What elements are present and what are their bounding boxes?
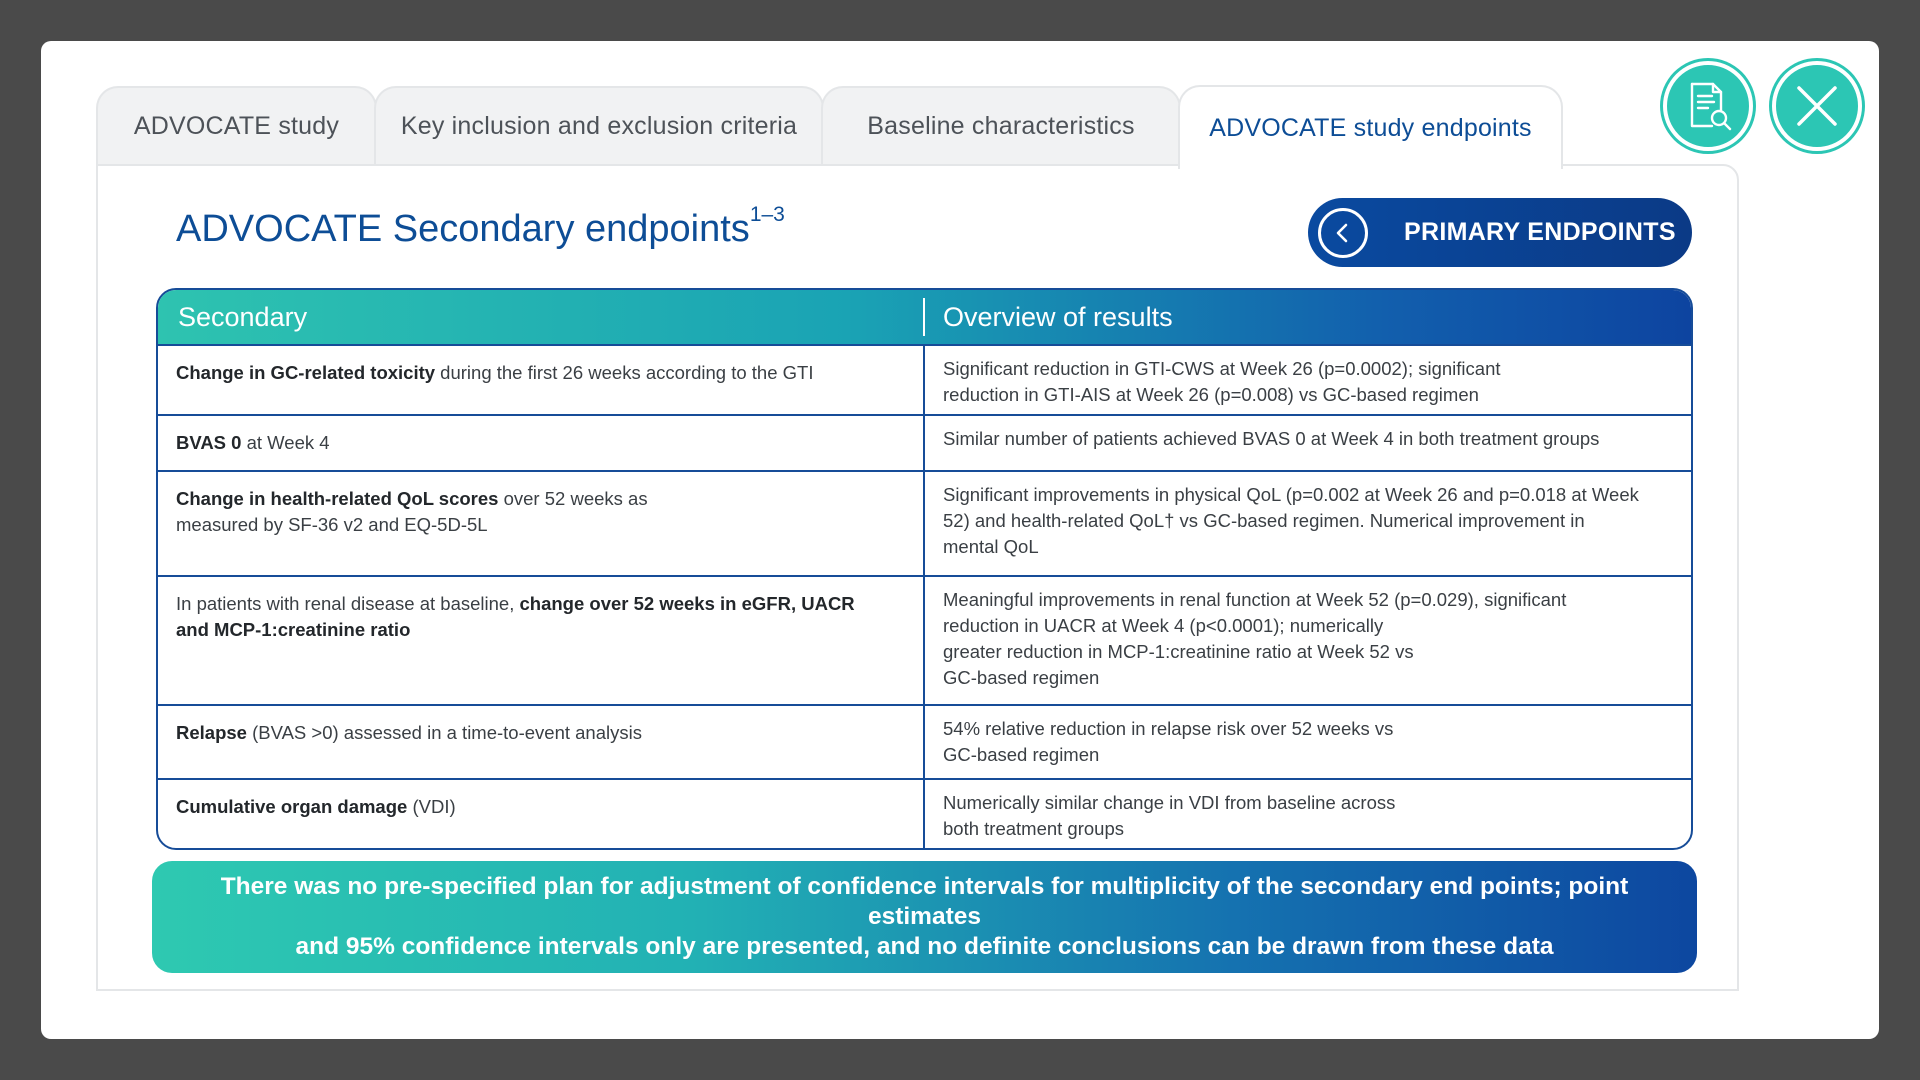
endpoint-cell: Change in GC-related toxicity during the first 26 weeks according to the GTI: [158, 346, 925, 414]
tab-study-endpoints[interactable]: [1178, 85, 1563, 169]
disclaimer-line-1: There was no pre-specified plan for adjustment of confidence intervals for multiplicity of the secondary end points; point estimates: [220, 873, 1629, 930]
references-button[interactable]: [1663, 61, 1753, 151]
endpoints-table: [156, 288, 1693, 850]
result-cell: Meaningful improvements in renal function at Week 52 (p=0.029), significant reduction in UACR at Week 4 (p<0.0001); numerically greater reduction in MCP-1:creatinine ratio at Week 52 vs GC-based regimen: [943, 589, 1567, 688]
disclaimer-line-2: and 95% confidence intervals only are presented, and no definite conclusions can be drawn from these data: [295, 933, 1554, 960]
title-reference: 1–3: [749, 203, 785, 227]
table-row: [158, 470, 1691, 575]
disclaimer-banner: [152, 861, 1697, 973]
tab-advocate-study[interactable]: [96, 86, 377, 164]
close-icon: [1794, 83, 1840, 129]
table-row: [158, 344, 1691, 414]
result-cell: 54% relative reduction in relapse risk over 52 weeks vs GC-based regimen: [943, 718, 1394, 765]
header-overview: Overview of results: [943, 301, 1173, 332]
table-row: [158, 704, 1691, 778]
endpoint-cell: In patients with renal disease at baseline, change over 52 weeks in eGFR, UACR and MCP-1:creatinine ratio: [158, 577, 925, 704]
endpoint-cell: Change in health-related QoL scores over 52 weeks as measured by SF-36 v2 and EQ-5D-5L: [158, 472, 925, 575]
modal-dialog: [41, 41, 1879, 1039]
title-text: ADVOCATE Secondary endpoints: [176, 208, 750, 250]
table-row: [158, 778, 1691, 850]
endpoint-cell: BVAS 0 at Week 4: [158, 416, 925, 470]
result-cell: Numerically similar change in VDI from baseline across both treatment groups: [943, 792, 1396, 839]
table-row: [158, 414, 1691, 470]
chevron-left-icon: [1318, 208, 1368, 258]
primary-endpoints-label: PRIMARY ENDPOINTS: [1404, 218, 1676, 246]
tab-baseline-characteristics[interactable]: [821, 86, 1181, 164]
tab-label: ADVOCATE study endpoints: [1209, 113, 1532, 142]
close-button[interactable]: [1772, 61, 1862, 151]
document-search-icon: [1682, 80, 1734, 132]
tab-key-criteria[interactable]: [374, 86, 824, 164]
tab-label: Baseline characteristics: [867, 111, 1135, 140]
page-title: [176, 203, 785, 251]
endpoint-cell: Relapse (BVAS >0) assessed in a time-to-event analysis: [158, 706, 925, 778]
endpoint-cell: Cumulative organ damage (VDI): [158, 780, 925, 850]
result-cell: Significant reduction in GTI-CWS at Week 26 (p=0.0002); significant reduction in GTI-AIS at Week 26 (p=0.008) vs GC-based regimen: [943, 358, 1501, 405]
table-row: [158, 575, 1691, 704]
tab-label: Key inclusion and exclusion criteria: [400, 111, 798, 140]
header-secondary: Secondary: [158, 298, 925, 336]
result-cell: Significant improvements in physical QoL (p=0.002 at Week 26 and p=0.018 at Week 52) and health-related QoL† vs GC-based regimen. Numerical improvement in mental QoL: [943, 484, 1639, 557]
result-cell: Similar number of patients achieved BVAS 0 at Week 4 in both treatment groups: [943, 428, 1600, 449]
table-header: [158, 290, 1691, 344]
tab-label: ADVOCATE study: [133, 111, 340, 140]
primary-endpoints-button[interactable]: [1308, 198, 1692, 267]
